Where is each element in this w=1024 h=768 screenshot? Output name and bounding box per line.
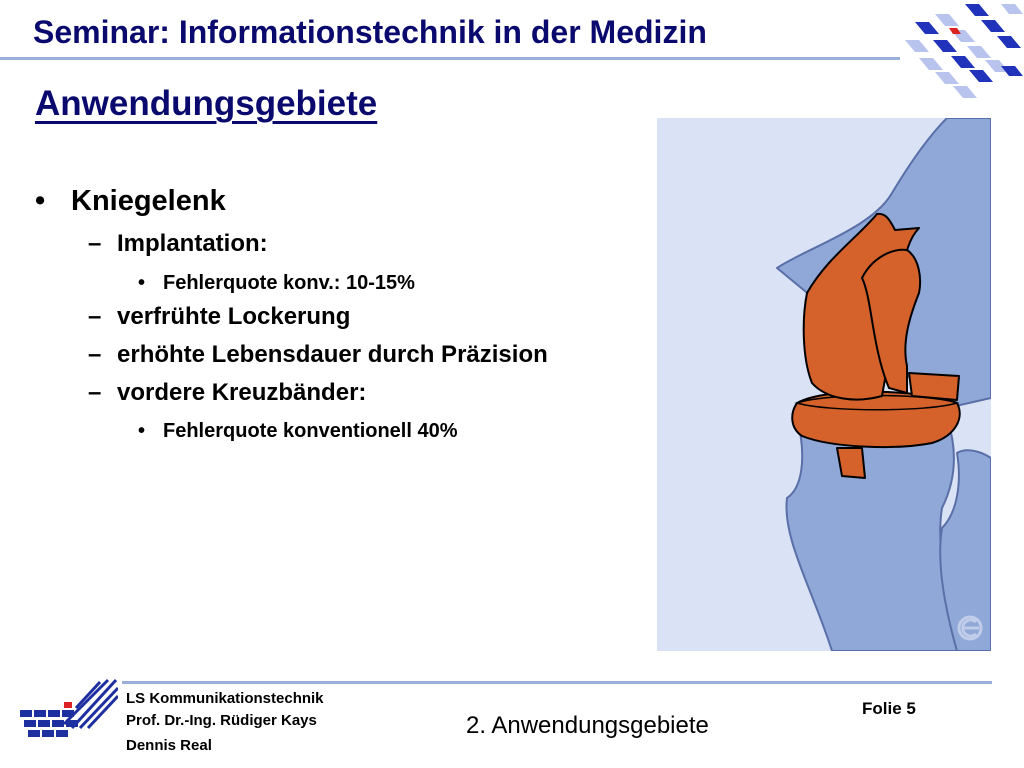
university-logo-icon: [905, 0, 1024, 100]
footer-divider: [122, 681, 992, 684]
subbullet-text: Implantation:: [117, 230, 268, 257]
department-logo-icon: [18, 678, 118, 738]
subbullet-lockerung: [88, 303, 351, 331]
subbullet-text: erhöhte Lebensdauer durch Präzision: [117, 341, 548, 368]
bullet-kniegelenk: [35, 185, 226, 218]
dash-marker: –: [88, 379, 102, 406]
bullet-marker: •: [35, 185, 46, 217]
slide-title: Anwendungsgebiete: [35, 84, 378, 123]
subbullet-implantation: [88, 230, 268, 258]
footer-department: LS Kommunikationstechnik: [126, 690, 324, 707]
tibial-post: [909, 373, 959, 400]
subbullet-text: vordere Kreuzbänder:: [117, 379, 367, 406]
header-title: Seminar: Informationstechnik in der Medizin: [33, 14, 707, 50]
footer-page-number: Folie 5: [862, 699, 916, 718]
footer-author: Dennis Real: [126, 737, 212, 754]
subsubbullet-fehlerquote-konventionell: [138, 420, 458, 443]
bullet-marker: •: [138, 420, 146, 442]
subsubbullet-fehlerquote-konv: [138, 272, 415, 295]
dash-marker: –: [88, 341, 102, 368]
footer-section-title: 2. Anwendungsgebiete: [466, 712, 709, 739]
tibial-stem: [837, 448, 865, 478]
copyright-icon: [959, 617, 981, 639]
subsubbullet-text: Fehlerquote konv.: 10-15%: [163, 272, 415, 294]
subsubbullet-text: Fehlerquote konventionell 40%: [163, 420, 458, 442]
subbullet-text: verfrühte Lockerung: [117, 303, 351, 330]
dash-marker: –: [88, 303, 102, 330]
subbullet-kreuzbaender: [88, 379, 367, 407]
header-divider: [0, 57, 900, 60]
footer-professor: Prof. Dr.-Ing. Rüdiger Kays: [126, 712, 317, 729]
subbullet-lebensdauer: [88, 341, 548, 369]
bullet-text: Kniegelenk: [71, 185, 226, 217]
dash-marker: –: [88, 230, 102, 257]
knee-implant-illustration: [657, 118, 991, 651]
bullet-marker: •: [138, 272, 146, 294]
